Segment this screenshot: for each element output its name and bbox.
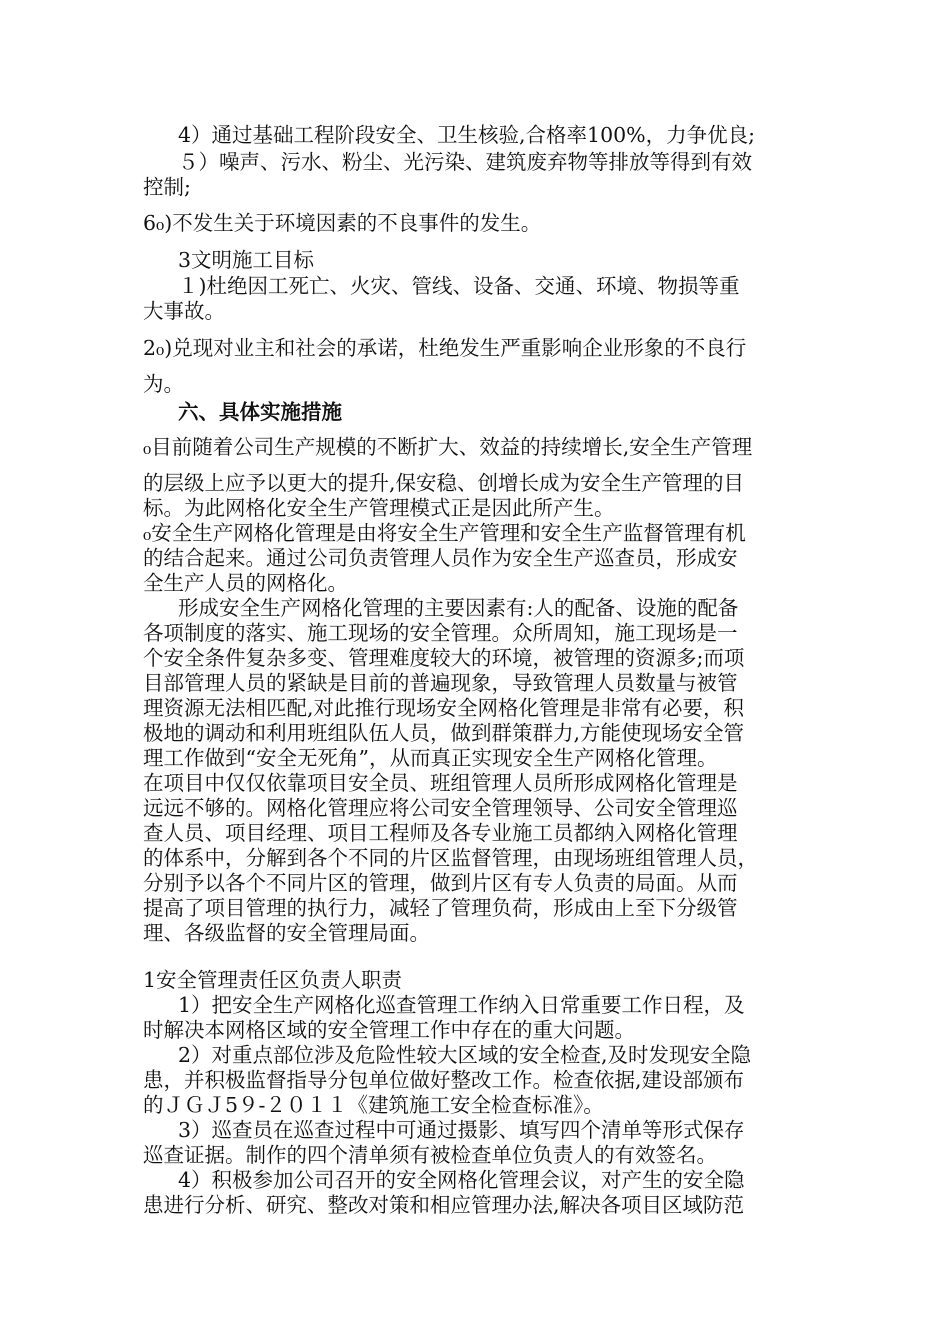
text-line: 分别予以各个不同片区的管理，做到片区有专人负责的局面。从而 — [143, 871, 738, 895]
text-line: 理、各级监督的安全管理局面。 — [143, 921, 430, 945]
text-line: 目部管理人员的紧缺是目前的普遍现象，导致管理人员数量与被管 — [143, 671, 738, 695]
text-line: ₀目前随着公司生产规模的不断扩大、效益的持续增长,安全生产管理 — [143, 435, 753, 459]
text-line: 查人员、项目经理、项目工程师及各专业施工员都纳入网格化管理 — [143, 821, 738, 845]
text-line: 在项目中仅仅依靠项目安全员、班组管理人员所形成网格化管理是 — [143, 771, 738, 795]
text-line: 提高了项目管理的执行力，减轻了管理负荷，形成由上至下分级管 — [143, 896, 738, 920]
text-line: 为。 — [143, 372, 184, 396]
text-line: 理工作做到“安全无死角”，从而真正实现安全生产网格化管理。 — [143, 746, 718, 770]
text-line: 6₀)不发生关于环境因素的不良事件的发生。 — [143, 211, 542, 235]
text-line: 的层级上应予以更大的提升,保安稳、创增长成为安全生产管理的目 — [143, 471, 745, 495]
text-line: 3）巡查员在巡查过程中可通过摄影、填写四个清单等形式保存 — [178, 1118, 745, 1142]
text-line: 4）积极参加公司召开的安全网格化管理会议，对产生的安全隐 — [178, 1168, 745, 1192]
text-line: 全生产人员的网格化。 — [143, 571, 348, 595]
text-line: 2）对重点部位涉及危险性较大区域的安全检查,及时发现安全隐 — [178, 1043, 752, 1067]
text-line: 理资源无法相匹配,对此推行现场安全网格化管理是非常有必要，积 — [143, 696, 745, 720]
text-line: 1）把安全生产网格化巡查管理工作纳入日常重要工作日程，及 — [178, 993, 745, 1017]
text-line: １)杜绝因工死亡、火灾、管线、设备、交通、环境、物损等重 — [178, 274, 740, 298]
subsection-heading: 1安全管理责任区负责人职责 — [143, 968, 403, 992]
text-line: 患，并积极监督指导分包单位做好整改工作。检查依据,建设部颁布 — [143, 1068, 745, 1092]
text-line: 标。为此网格化安全生产管理模式正是因此所产生。 — [143, 496, 615, 520]
text-line: 患进行分析、研究、整改对策和相应管理办法,解决各项目区域防范 — [143, 1193, 745, 1217]
text-line: 时解决本网格区域的安全管理工作中存在的重大问题。 — [143, 1018, 635, 1042]
text-line: ₀安全生产网格化管理是由将安全生产管理和安全生产监督管理有机 — [143, 521, 746, 545]
text-line: ５）噪声、污水、粉尘、光污染、建筑废弃物等排放等得到有效 — [178, 150, 752, 174]
text-line: 大事故。 — [143, 299, 225, 323]
section-heading: 六、具体实施措施 — [178, 400, 342, 424]
text-line: 3文明施工目标 — [178, 248, 315, 272]
text-line: 各项制度的落实、施工现场的安全管理。众所周知，施工现场是一 — [143, 621, 738, 645]
text-line: 的结合起来。通过公司负责管理人员作为安全生产巡查员，形成安 — [143, 546, 738, 570]
text-line: 控制; — [143, 175, 191, 199]
text-line: 的体系中，分解到各个不同的片区监督管理，由现场班组管理人员， — [143, 846, 758, 870]
text-line: 巡查证据。制作的四个清单须有被检查单位负责人的有效签名。 — [143, 1143, 717, 1167]
text-line: 2₀)兑现对业主和社会的承诺，杜绝发生严重影响企业形象的不良行 — [143, 336, 747, 360]
text-line: 4）通过基础工程阶段安全、卫生核验,合格率100%，力争优良; — [178, 123, 756, 147]
text-line: 形成安全生产网格化管理的主要因素有:人的配备、设施的配备 — [178, 596, 739, 620]
text-line: 远远不够的。网格化管理应将公司安全管理领导、公司安全管理巡 — [143, 796, 738, 820]
text-line: 的ＪＧＪ5９-２０１１《建筑施工安全检查标准》。 — [143, 1093, 604, 1117]
text-line: 极地的调动和利用班组队伍人员，做到群策群力,方能使现场安全管 — [143, 721, 745, 745]
text-line: 个安全条件复杂多变、管理难度较大的环境，被管理的资源多;而项 — [143, 646, 745, 670]
